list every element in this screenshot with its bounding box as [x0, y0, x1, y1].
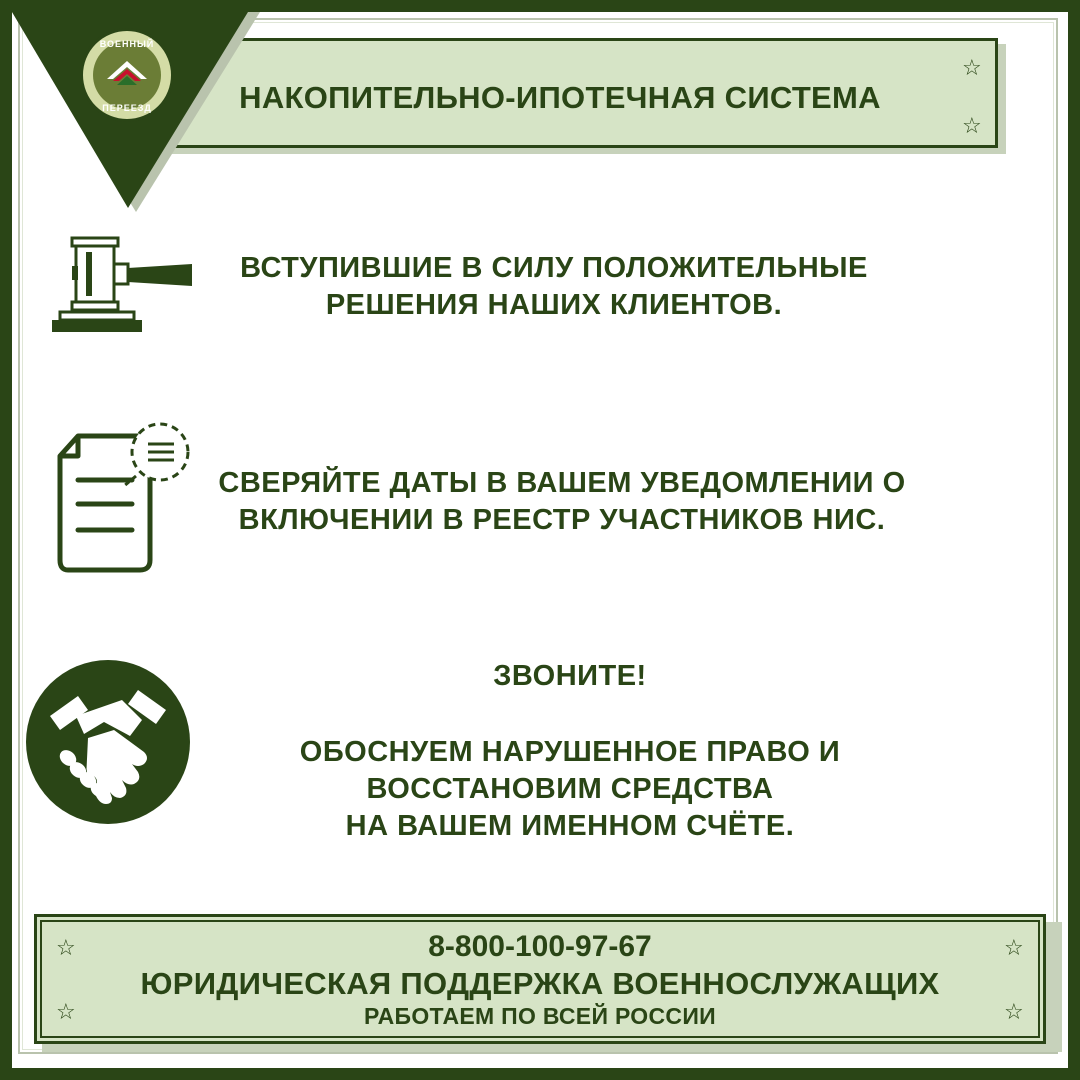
item-line: СВЕРЯЙТЕ ДАТЫ В ВАШЕМ УВЕДОМЛЕНИИ О — [218, 467, 906, 499]
gavel-icon — [50, 236, 196, 336]
logo — [80, 28, 174, 122]
star-icon: ☆ — [56, 1000, 76, 1025]
page-title: НАКОПИТЕЛЬНО-ИПОТЕЧНАЯ СИСТЕМА — [239, 80, 881, 115]
document-icon — [56, 420, 196, 576]
phone-number[interactable]: 8-800-100-97-67 — [428, 930, 652, 963]
star-icon: ☆ — [962, 56, 982, 81]
item-line: ВОССТАНОВИМ СРЕДСТВА — [366, 773, 774, 805]
footer-tagline: ЮРИДИЧЕСКАЯ ПОДДЕРЖКА ВОЕННОСЛУЖАЩИХ — [140, 966, 940, 1001]
star-icon: ☆ — [56, 936, 76, 961]
star-icon: ☆ — [962, 114, 982, 139]
item-line: НА ВАШЕМ ИМЕННОМ СЧЁТЕ. — [345, 810, 795, 842]
logo-top-text: ВОЕННЫЙ — [99, 39, 155, 49]
star-icon: ☆ — [1004, 1000, 1024, 1025]
item-line: ВСТУПИВШИЕ В СИЛУ ПОЛОЖИТЕЛЬНЫЕ — [240, 252, 868, 284]
item-line: ВКЛЮЧЕНИИ В РЕЕСТР УЧАСТНИКОВ НИС. — [238, 504, 886, 536]
handshake-icon — [26, 660, 190, 824]
logo-emblem — [93, 41, 161, 109]
logo-bottom-text: ПЕРЕЕЗД — [102, 103, 152, 113]
item-text-1 — [196, 250, 912, 324]
item-text-3 — [240, 734, 900, 845]
item-text-2 — [190, 465, 934, 539]
item-line: ОБОСНУЕМ НАРУШЕННОЕ ПРАВО И — [299, 736, 841, 768]
star-icon: ☆ — [1004, 936, 1024, 961]
footer-note: РАБОТАЕМ ПО ВСЕЙ РОССИИ — [364, 1003, 716, 1029]
item-line: РЕШЕНИЯ НАШИХ КЛИЕНТОВ. — [325, 289, 783, 321]
house-roof-icon — [93, 41, 161, 109]
call-to-action: ЗВОНИТЕ! — [493, 660, 647, 692]
